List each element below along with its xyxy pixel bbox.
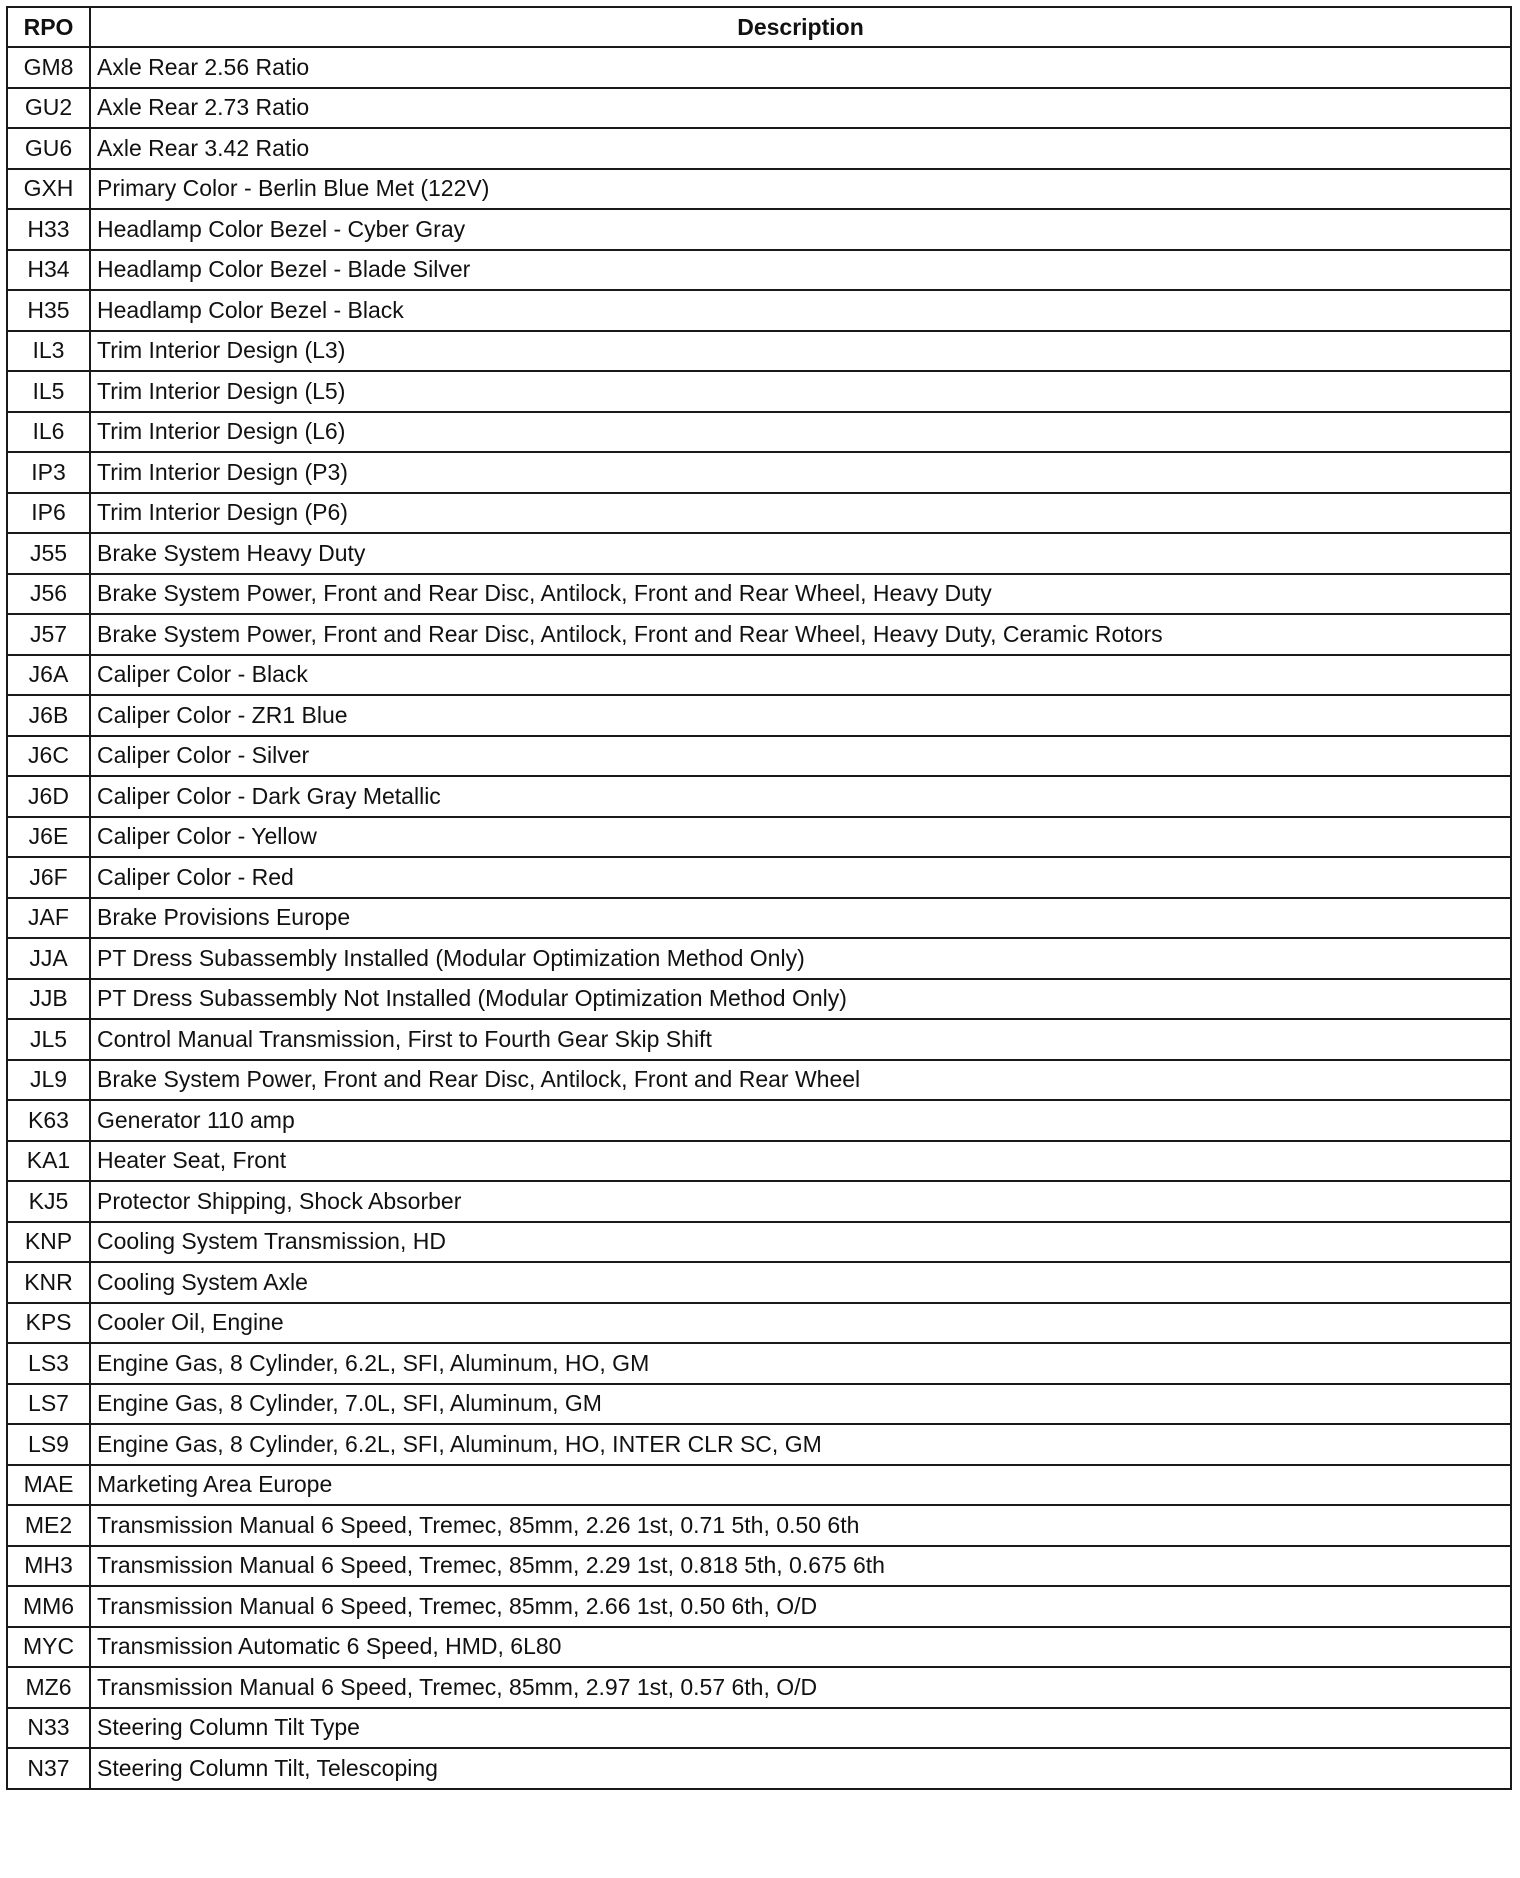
rpo-code-cell: KNR xyxy=(7,1262,90,1303)
description-cell: Control Manual Transmission, First to Fourth Gear Skip Shift xyxy=(90,1019,1511,1060)
table-row xyxy=(7,898,1511,939)
rpo-code-cell: JJB xyxy=(7,979,90,1020)
description-cell: Trim Interior Design (L6) xyxy=(90,412,1511,453)
rpo-code-cell: J56 xyxy=(7,574,90,615)
rpo-code-cell: J6A xyxy=(7,655,90,696)
rpo-code-cell: LS7 xyxy=(7,1384,90,1425)
rpo-code-cell: MAE xyxy=(7,1465,90,1506)
description-cell: Steering Column Tilt, Telescoping xyxy=(90,1748,1511,1789)
description-cell: Cooling System Transmission, HD xyxy=(90,1222,1511,1263)
description-cell: Transmission Manual 6 Speed, Tremec, 85mm, 2.26 1st, 0.71 5th, 0.50 6th xyxy=(90,1505,1511,1546)
description-cell: Trim Interior Design (L5) xyxy=(90,371,1511,412)
description-cell: Headlamp Color Bezel - Blade Silver xyxy=(90,250,1511,291)
rpo-code-cell: IP3 xyxy=(7,452,90,493)
table-row xyxy=(7,88,1511,129)
rpo-code-cell: K63 xyxy=(7,1100,90,1141)
description-cell: Trim Interior Design (L3) xyxy=(90,331,1511,372)
description-cell: Caliper Color - Black xyxy=(90,655,1511,696)
table-row xyxy=(7,979,1511,1020)
description-cell: Brake Provisions Europe xyxy=(90,898,1511,939)
description-cell: Engine Gas, 8 Cylinder, 6.2L, SFI, Aluminum, HO, GM xyxy=(90,1343,1511,1384)
description-cell: Primary Color - Berlin Blue Met (122V) xyxy=(90,169,1511,210)
table-row xyxy=(7,1141,1511,1182)
rpo-code-cell: N37 xyxy=(7,1748,90,1789)
description-cell: Generator 110 amp xyxy=(90,1100,1511,1141)
table-row xyxy=(7,493,1511,534)
table-row xyxy=(7,1060,1511,1101)
table-row xyxy=(7,1667,1511,1708)
description-cell: Cooling System Axle xyxy=(90,1262,1511,1303)
table-row xyxy=(7,290,1511,331)
rpo-code-cell: J55 xyxy=(7,533,90,574)
rpo-code-cell: LS3 xyxy=(7,1343,90,1384)
rpo-code-cell: H34 xyxy=(7,250,90,291)
description-cell: Transmission Manual 6 Speed, Tremec, 85mm, 2.97 1st, 0.57 6th, O/D xyxy=(90,1667,1511,1708)
rpo-code-cell: JJA xyxy=(7,938,90,979)
rpo-code-cell: J57 xyxy=(7,614,90,655)
description-cell: Caliper Color - Dark Gray Metallic xyxy=(90,776,1511,817)
table-row xyxy=(7,695,1511,736)
rpo-code-cell: MH3 xyxy=(7,1546,90,1587)
description-cell: Trim Interior Design (P3) xyxy=(90,452,1511,493)
table-header-row xyxy=(7,7,1511,47)
table-row xyxy=(7,128,1511,169)
rpo-table xyxy=(6,6,1512,1790)
table-row xyxy=(7,1748,1511,1789)
rpo-code-cell: IL3 xyxy=(7,331,90,372)
description-cell: PT Dress Subassembly Not Installed (Modular Optimization Method Only) xyxy=(90,979,1511,1020)
description-cell: Protector Shipping, Shock Absorber xyxy=(90,1181,1511,1222)
table-row xyxy=(7,1262,1511,1303)
table-row xyxy=(7,1424,1511,1465)
rpo-code-cell: MZ6 xyxy=(7,1667,90,1708)
description-cell: Engine Gas, 8 Cylinder, 7.0L, SFI, Aluminum, GM xyxy=(90,1384,1511,1425)
description-cell: Axle Rear 2.56 Ratio xyxy=(90,47,1511,88)
rpo-code-cell: JL5 xyxy=(7,1019,90,1060)
description-cell: Caliper Color - ZR1 Blue xyxy=(90,695,1511,736)
description-cell: Brake System Power, Front and Rear Disc, Antilock, Front and Rear Wheel, Heavy Duty xyxy=(90,574,1511,615)
table-row xyxy=(7,1343,1511,1384)
description-cell: Caliper Color - Silver xyxy=(90,736,1511,777)
table-row xyxy=(7,817,1511,858)
description-cell: Marketing Area Europe xyxy=(90,1465,1511,1506)
table-row xyxy=(7,169,1511,210)
rpo-code-cell: MYC xyxy=(7,1627,90,1668)
description-cell: Transmission Manual 6 Speed, Tremec, 85mm, 2.29 1st, 0.818 5th, 0.675 6th xyxy=(90,1546,1511,1587)
description-cell: Axle Rear 3.42 Ratio xyxy=(90,128,1511,169)
rpo-code-cell: JAF xyxy=(7,898,90,939)
table-row xyxy=(7,209,1511,250)
table-row xyxy=(7,938,1511,979)
table-row xyxy=(7,1181,1511,1222)
description-cell: Brake System Heavy Duty xyxy=(90,533,1511,574)
rpo-code-cell: KPS xyxy=(7,1303,90,1344)
description-cell: Headlamp Color Bezel - Cyber Gray xyxy=(90,209,1511,250)
rpo-code-sheet xyxy=(6,6,1510,1790)
table-row xyxy=(7,1465,1511,1506)
rpo-code-cell: IL6 xyxy=(7,412,90,453)
description-cell: Trim Interior Design (P6) xyxy=(90,493,1511,534)
table-row xyxy=(7,452,1511,493)
rpo-code-cell: GXH xyxy=(7,169,90,210)
rpo-code-cell: J6E xyxy=(7,817,90,858)
table-body xyxy=(7,47,1511,1789)
table-row xyxy=(7,1303,1511,1344)
table-row xyxy=(7,533,1511,574)
rpo-code-cell: GM8 xyxy=(7,47,90,88)
table-row xyxy=(7,857,1511,898)
description-cell: Transmission Manual 6 Speed, Tremec, 85mm, 2.66 1st, 0.50 6th, O/D xyxy=(90,1586,1511,1627)
table-row xyxy=(7,412,1511,453)
rpo-code-cell: KA1 xyxy=(7,1141,90,1182)
table-row xyxy=(7,614,1511,655)
description-cell: Axle Rear 2.73 Ratio xyxy=(90,88,1511,129)
description-cell: Transmission Automatic 6 Speed, HMD, 6L80 xyxy=(90,1627,1511,1668)
description-cell: Engine Gas, 8 Cylinder, 6.2L, SFI, Aluminum, HO, INTER CLR SC, GM xyxy=(90,1424,1511,1465)
rpo-code-cell: J6C xyxy=(7,736,90,777)
rpo-code-cell: H35 xyxy=(7,290,90,331)
rpo-code-cell: J6D xyxy=(7,776,90,817)
rpo-code-cell: GU6 xyxy=(7,128,90,169)
table-row xyxy=(7,1627,1511,1668)
table-row xyxy=(7,1586,1511,1627)
description-cell: Brake System Power, Front and Rear Disc, Antilock, Front and Rear Wheel, Heavy Duty, Ceramic Rotors xyxy=(90,614,1511,655)
rpo-code-cell: KNP xyxy=(7,1222,90,1263)
table-row xyxy=(7,1505,1511,1546)
rpo-code-cell: ME2 xyxy=(7,1505,90,1546)
table-row xyxy=(7,655,1511,696)
rpo-code-cell: GU2 xyxy=(7,88,90,129)
description-cell: Brake System Power, Front and Rear Disc, Antilock, Front and Rear Wheel xyxy=(90,1060,1511,1101)
rpo-code-cell: N33 xyxy=(7,1708,90,1749)
rpo-code-cell: JL9 xyxy=(7,1060,90,1101)
table-row xyxy=(7,736,1511,777)
description-cell: Caliper Color - Yellow xyxy=(90,817,1511,858)
description-cell: Steering Column Tilt Type xyxy=(90,1708,1511,1749)
rpo-code-cell: IL5 xyxy=(7,371,90,412)
rpo-code-cell: LS9 xyxy=(7,1424,90,1465)
rpo-code-cell: J6F xyxy=(7,857,90,898)
table-row xyxy=(7,1384,1511,1425)
rpo-code-cell: KJ5 xyxy=(7,1181,90,1222)
description-cell: Headlamp Color Bezel - Black xyxy=(90,290,1511,331)
table-row xyxy=(7,1708,1511,1749)
table-row xyxy=(7,47,1511,88)
table-row xyxy=(7,1100,1511,1141)
table-row xyxy=(7,1019,1511,1060)
table-row xyxy=(7,1222,1511,1263)
table-row xyxy=(7,250,1511,291)
description-column-header: Description xyxy=(90,7,1511,47)
description-cell: Heater Seat, Front xyxy=(90,1141,1511,1182)
table-row xyxy=(7,331,1511,372)
rpo-code-cell: H33 xyxy=(7,209,90,250)
rpo-code-cell: J6B xyxy=(7,695,90,736)
table-row xyxy=(7,574,1511,615)
rpo-column-header: RPO xyxy=(7,7,90,47)
rpo-code-cell: MM6 xyxy=(7,1586,90,1627)
table-row xyxy=(7,776,1511,817)
description-cell: PT Dress Subassembly Installed (Modular Optimization Method Only) xyxy=(90,938,1511,979)
rpo-code-cell: IP6 xyxy=(7,493,90,534)
table-row xyxy=(7,1546,1511,1587)
description-cell: Caliper Color - Red xyxy=(90,857,1511,898)
description-cell: Cooler Oil, Engine xyxy=(90,1303,1511,1344)
table-row xyxy=(7,371,1511,412)
